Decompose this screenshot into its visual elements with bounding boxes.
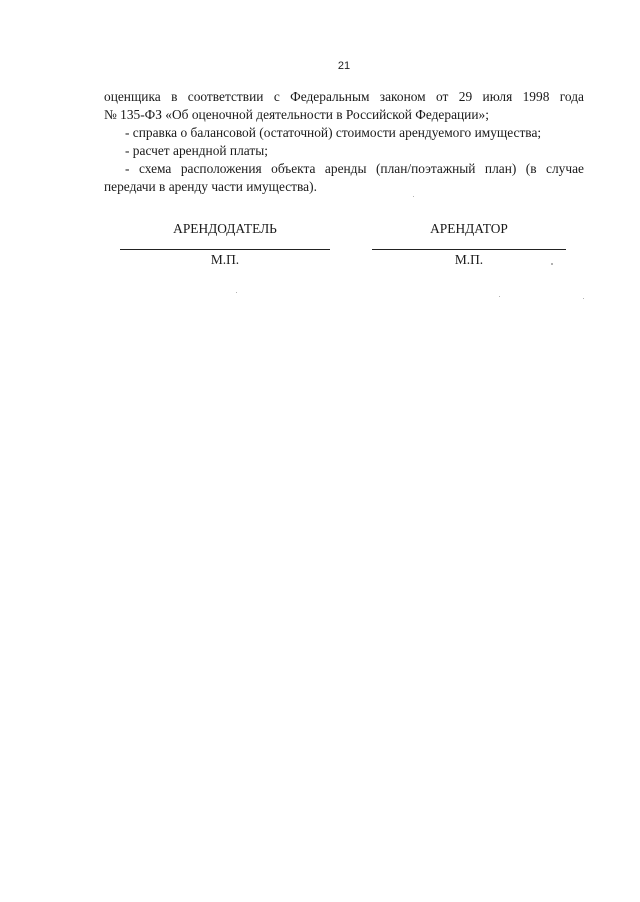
list-item-layout-scheme-continued: передачи в аренду части имущества). <box>104 179 317 194</box>
page-number: 21 <box>337 60 351 72</box>
list-item-balance-reference: - справка о балансовой (остаточной) стоимости арендуемого имущества; <box>125 125 542 140</box>
scan-speck <box>236 292 237 293</box>
lessor-signature-line <box>120 249 330 250</box>
scan-speck <box>583 298 584 299</box>
body-text <box>104 88 584 196</box>
list-item-layout-scheme: - схема расположения объекта аренды (план/поэтажный план) (в случае <box>125 161 584 176</box>
lessor-seal-label: М.П. <box>210 252 240 267</box>
lessee-seal-label: М.П. <box>454 252 484 267</box>
lessor-signature-block <box>120 219 330 269</box>
lessor-title: АРЕНДОДАТЕЛЬ <box>173 221 277 236</box>
scan-speck <box>551 263 553 265</box>
scan-speck <box>413 196 414 197</box>
list-item-rent-calculation: - расчет арендной платы; <box>125 143 268 158</box>
paragraph-line-2: № 135-ФЗ «Об оценочной деятельности в Российской Федерации»; <box>104 107 489 122</box>
paragraph-line-1: оценщика в соответствии с Федеральным законом от 29 июля 1998 года <box>104 89 584 104</box>
lessee-signature-line <box>372 249 566 250</box>
scan-speck <box>499 296 500 297</box>
lessee-signature-block <box>372 219 566 269</box>
lessee-title: АРЕНДАТОР <box>430 221 508 236</box>
